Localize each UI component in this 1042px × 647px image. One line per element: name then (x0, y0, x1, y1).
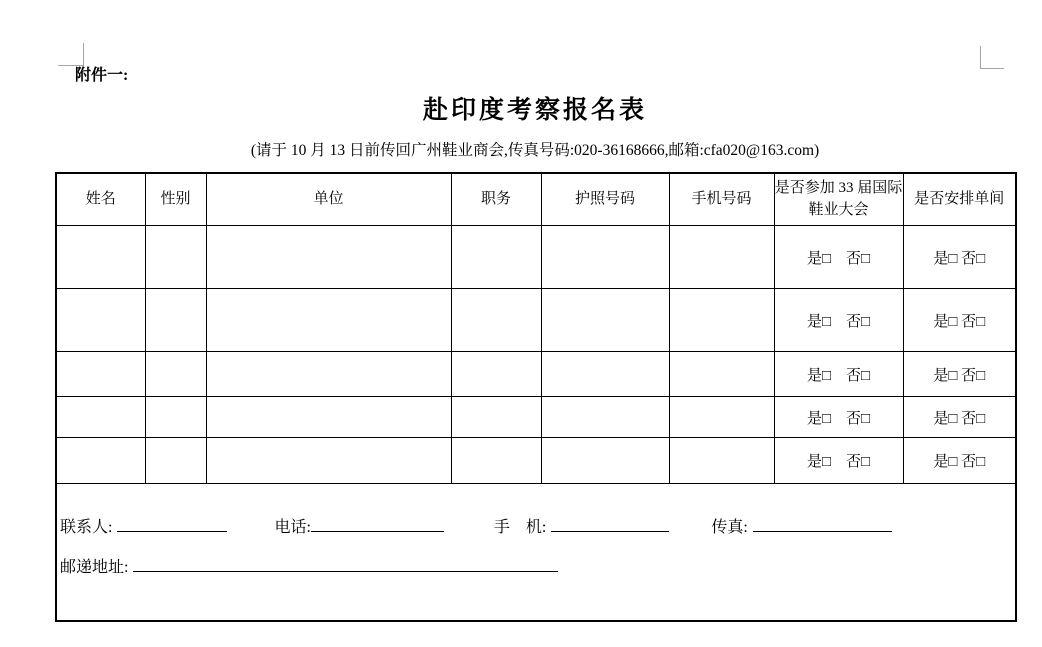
contact-section (56, 484, 1016, 622)
input-cell-position[interactable] (451, 289, 541, 352)
input-cell-name[interactable] (56, 226, 145, 289)
mobile-group (494, 514, 669, 537)
contact-person-label: 联系人: (60, 519, 113, 536)
mobile-blank[interactable] (551, 514, 669, 532)
phone-label: 电话: (274, 519, 311, 536)
address-blank[interactable] (133, 554, 558, 572)
fax-label: 传真: (711, 519, 748, 536)
input-cell-name[interactable] (56, 397, 145, 438)
header-attend-congress: 是否参加 33 届国际鞋业大会 (774, 173, 903, 226)
checkbox-cell-single-room[interactable]: 是□ 否□ (903, 397, 1016, 438)
input-cell-gender[interactable] (145, 289, 206, 352)
table-row (56, 226, 1016, 289)
fax-group (711, 514, 891, 537)
input-cell-passport[interactable] (541, 397, 669, 438)
contact-line-2 (60, 554, 1015, 577)
checkbox-cell-congress[interactable]: 是□ 否□ (774, 352, 903, 397)
input-cell-position[interactable] (451, 352, 541, 397)
input-cell-position[interactable] (451, 397, 541, 438)
checkbox-cell-single-room[interactable]: 是□ 否□ (903, 289, 1016, 352)
contact-person-blank[interactable] (117, 514, 227, 532)
header-mobile-number: 手机号码 (669, 173, 774, 226)
input-cell-passport[interactable] (541, 352, 669, 397)
phone-blank[interactable] (311, 514, 444, 532)
header-single-room: 是否安排单间 (903, 173, 1016, 226)
input-cell-position[interactable] (451, 226, 541, 289)
checkbox-cell-congress[interactable]: 是□ 否□ (774, 438, 903, 484)
input-cell-passport[interactable] (541, 438, 669, 484)
input-cell-passport[interactable] (541, 226, 669, 289)
input-cell-position[interactable] (451, 438, 541, 484)
input-cell-gender[interactable] (145, 352, 206, 397)
contact-line-1 (60, 514, 1015, 537)
input-cell-organization[interactable] (206, 289, 451, 352)
address-label: 邮递地址: (60, 559, 129, 576)
contact-row (56, 484, 1016, 622)
checkbox-cell-single-room[interactable]: 是□ 否□ (903, 226, 1016, 289)
contact-person-group (60, 514, 227, 537)
table-row (56, 438, 1016, 484)
input-cell-name[interactable] (56, 289, 145, 352)
checkbox-cell-congress[interactable]: 是□ 否□ (774, 397, 903, 438)
checkbox-cell-single-room[interactable]: 是□ 否□ (903, 352, 1016, 397)
input-cell-gender[interactable] (145, 397, 206, 438)
input-cell-mobile[interactable] (669, 438, 774, 484)
page-margin-corner-top-right (980, 46, 1004, 69)
address-group (60, 554, 558, 577)
input-cell-organization[interactable] (206, 397, 451, 438)
input-cell-organization[interactable] (206, 352, 451, 397)
form-subtitle: (请于 10 月 13 日前传回广州鞋业商会,传真号码:020-36168666,邮箱:cfa020@163.com) (250, 142, 820, 159)
header-passport-number: 护照号码 (541, 173, 669, 226)
input-cell-name[interactable] (56, 352, 145, 397)
header-name: 姓名 (56, 173, 145, 226)
table-header-row (56, 173, 1016, 226)
form-title: 赴印度考察报名表 (422, 97, 647, 124)
fax-blank[interactable] (753, 514, 892, 532)
table-row (56, 289, 1016, 352)
table-row (56, 352, 1016, 397)
input-cell-gender[interactable] (145, 438, 206, 484)
table-row (56, 397, 1016, 438)
attachment-label: 附件一: (75, 67, 129, 84)
input-cell-organization[interactable] (206, 438, 451, 484)
input-cell-mobile[interactable] (669, 352, 774, 397)
header-organization: 单位 (206, 173, 451, 226)
phone-group (274, 514, 443, 537)
input-cell-organization[interactable] (206, 226, 451, 289)
header-gender: 性别 (145, 173, 206, 226)
input-cell-mobile[interactable] (669, 226, 774, 289)
input-cell-gender[interactable] (145, 226, 206, 289)
header-position: 职务 (451, 173, 541, 226)
registration-table (55, 172, 1017, 622)
input-cell-mobile[interactable] (669, 289, 774, 352)
checkbox-cell-congress[interactable]: 是□ 否□ (774, 226, 903, 289)
checkbox-cell-congress[interactable]: 是□ 否□ (774, 289, 903, 352)
mobile-label: 手 机: (493, 519, 547, 536)
checkbox-cell-single-room[interactable]: 是□ 否□ (903, 438, 1016, 484)
input-cell-passport[interactable] (541, 289, 669, 352)
input-cell-mobile[interactable] (669, 397, 774, 438)
input-cell-name[interactable] (56, 438, 145, 484)
